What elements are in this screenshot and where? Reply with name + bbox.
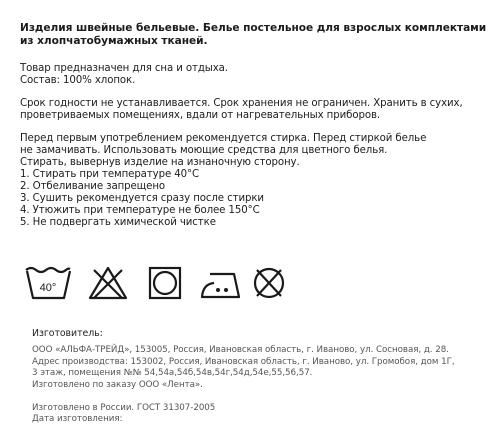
purpose-text: Товар предназначен для сна и отдыха.	[20, 63, 228, 74]
care-step: 4. Утюжить при температуре не более 150°С	[20, 205, 260, 216]
production-date-label: Дата изготовления:	[32, 414, 123, 425]
manufacturer-line: 3 этаж, помещения №№ 54,54а,54б,54в,54г,54д,54е,55,56,57.	[32, 368, 313, 379]
manufacturer-line: Изготовлено по заказу ООО «Лента».	[32, 379, 203, 390]
iron-medium-icon	[200, 266, 242, 300]
care-symbols	[24, 266, 284, 302]
wash-40-icon	[24, 266, 72, 300]
tumble-dry-icon	[148, 266, 182, 300]
care-intro-text: Перед первым употреблением рекомендуется стирка. Перед стиркой белье не замачивать. Использовать моющие средства для цветного белья. Стирать, вывернув изделие на изнаночную сторону.	[20, 133, 427, 168]
manufacturer-line: Адрес производства: 153002, Россия, Ивановская область, г. Иваново, ул. Громобоя, дом 1Г,	[32, 356, 455, 367]
no-dry-clean-icon	[252, 266, 286, 300]
product-description	[20, 63, 494, 229]
origin-text: Изготовлено в России. ГОСТ 31307-2005	[32, 403, 216, 414]
care-step: 3. Сушить рекомендуется сразу после стирки	[20, 193, 264, 204]
care-step: 2. Отбеливание запрещено	[20, 181, 166, 192]
manufacturer-line: ООО «АЛЬФА-ТРЕЙД», 153005, Россия, Ивановская область, г. Иваново, ул. Сосновая, д. 28.	[32, 345, 449, 356]
care-step: 5. Не подвергать химической чистке	[20, 217, 216, 228]
care-step: 1. Стирать при температуре 40°С	[20, 169, 200, 180]
composition-text: Состав: 100% хлопок.	[20, 75, 136, 86]
care-steps-list	[20, 169, 494, 229]
no-bleach-icon	[87, 266, 129, 300]
product-title: Изделия швейные бельевые. Белье постельное для взрослых комплектами из хлопчатобумажных тканей.	[20, 22, 487, 47]
storage-text: Срок годности не устанавливается. Срок хранения не ограничен. Хранить в сухих, проветриваемых помещениях, вдали от нагревательных приборов.	[20, 98, 463, 121]
wash-temperature-label: 40°	[39, 282, 57, 294]
manufacturer-heading: Изготовитель:	[32, 328, 103, 339]
manufacturer-block	[32, 328, 496, 426]
